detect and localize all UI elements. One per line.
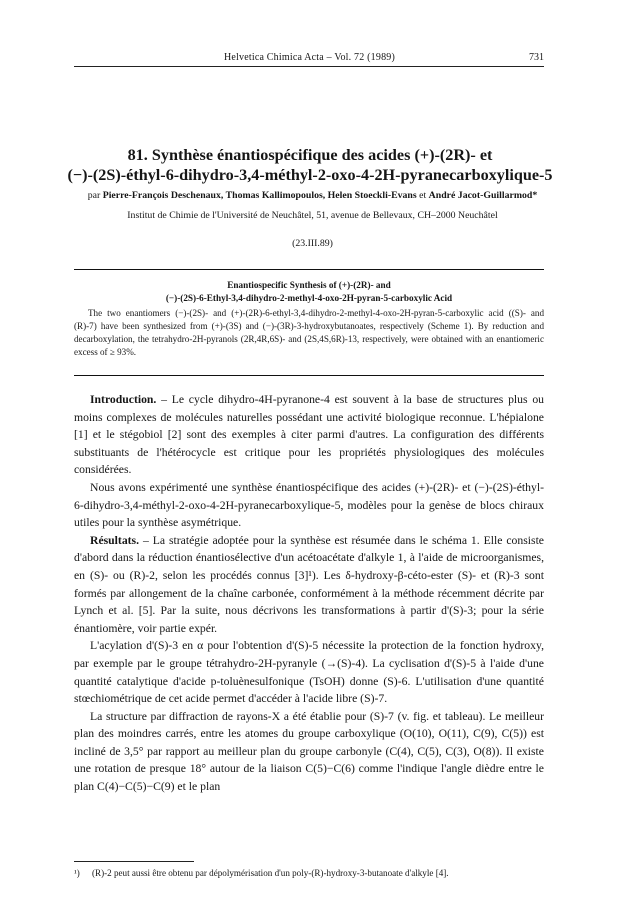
abstract-text: The two enantiomers (−)-(2S)- and (+)-(2R)-6-ethyl-3,4-dihydro-2-methyl-4-oxo-2H-pyran-5-carboxylic acid ((S)- and (R)-7) have been synthesized from (+)-(3S) and (−)-(3R)-3-hydroxybutanoates, respectively (Scheme 1). By reduction and decarboxylation, the tetrahydro-2H-pyranols (2R,4R,6S)- and (2S,4S,6R)-13, respectively, were obtained with an enantiomeric excess of ≥ 93%. (74, 308, 544, 357)
abstract-title-line-2: (−)-(2S)-6-Ethyl-3,4-dihydro-2-methyl-4-oxo-2H-pyran-5-carboxylic Acid (165, 293, 453, 303)
results-heading: Résultats. (90, 533, 140, 547)
authors-names: Pierre-François Deschenaux, Thomas Kallimopoulos, Helen Stoeckli-Evans (102, 190, 417, 201)
journal-name: Helvetica Chimica Acta – Vol. 72 (1989) (224, 52, 396, 63)
footnote-text: (R)-2 peut aussi être obtenu par dépolymérisation d'un poly-(R)-hydroxy-3-butanoate d'alkyle [4]. (92, 868, 449, 878)
abstract-rule-top (74, 269, 544, 270)
author-list (40, 190, 585, 201)
footnote-mark: ¹) (74, 868, 80, 878)
title-line-1: 81. Synthèse énantiospécifique des acides (+)-(2R)- et (127, 146, 493, 164)
article-body (74, 391, 544, 796)
abstract-title (74, 279, 544, 305)
intro-paragraph-1 (74, 391, 544, 479)
intro-text-1: – Le cycle dihydro-4H-pyranone-4 est souvent à la base de structures plus ou moins complexes de molécules naturelles possédant une activité biologique reconnue. L'hépialone [1] et le stégobiol [2] sont des exemples à citer parmi d'autres. La configuration des différents substituants de l'hétérocycle est critique pour les propriétés physiologiques des molécules considérées. (74, 393, 545, 477)
results-paragraph-1 (74, 532, 544, 638)
abstract-title-line-1: Enantiospecific Synthesis of (+)-(2R)- and (227, 280, 391, 290)
authors-conjunction: et (419, 190, 427, 201)
abstract-rule-bottom (74, 375, 544, 376)
title-line-2: (−)-(2S)-éthyl-6-dihydro-3,4-méthyl-2-oxo-4-2H-pyranecarboxylique-5 (67, 166, 553, 184)
page-number: 731 (529, 52, 544, 63)
intro-paragraph-2: Nous avons expérimenté une synthèse énantiospécifique des acides (+)-(2R)- et (−)-(2S)-éthyl-6-dihydro-3,4-méthyl-2-oxo-4-2H-pyranecarboxylique-5, modèles pour la genèse de blocs chiraux utiles pour la synthèse asymétrique. (74, 480, 544, 530)
footnote (74, 867, 544, 879)
results-paragraph-3: La structure par diffraction de rayons-X a été établie pour (S)-7 (v. fig. et tableau). Le meilleur plan des moindres carrés, entre les atomes du groupe carboxylique (O(10), O(11), C(9), C(5)) est incliné de 3,5° par rapport au meilleur plan du groupe carbonyle (C(4), C(5), C(3), O(8)). Il existe une rotation de presque 18° autour de la liaison C(5)−C(6) comme l'indique l'angle dièdre entre le plan C(4)−C(5)−C(9) et le plan (74, 709, 544, 794)
abstract-body (74, 307, 544, 359)
footnote-rule (74, 861, 194, 862)
results-paragraph-2: L'acylation d'(S)-3 en α pour l'obtention d'(S)-5 nécessite la protection de la fonction hydroxy, par exemple par le groupe tétrahydro-2H-pyranyle (→(S)-4). La cyclisation d'(S)-5 à l'aide d'une quantité catalytique d'acide p-toluènesulfonique (TsOH) donne (S)-6. L'utilisation d'une quantité stœchiométrique de cet acide permet d'accéder à l'acide libre (S)-7. (74, 639, 544, 706)
authors-prefix: par (87, 190, 101, 201)
results-text-1: – La stratégie adoptée pour la synthèse est résumée dans le schéma 1. Elle consiste d'abord dans la réduction énantiosélective d'un acétoacétate d'alkyle 1, à l'aide de microorganismes, en (S)- ou (R)-2, selon les procédés connus [3]¹). Les δ-hydroxy-β-céto-ester (S)- et (R)-3 sont formés par allongement de la chaîne carbonée, conformément à la méthode récemment décrite par Lynch et al. [5]. Par la suite, nous décrivons les transformations à partir d'(S)-3; pour la série énantiomère, voir partie expér. (74, 533, 544, 635)
authors-last: André Jacot-Guillarmod* (428, 190, 538, 201)
received-date: (23.III.89) (292, 238, 333, 249)
institution: Institut de Chimie de l'Université de Neuchâtel, 51, avenue de Bellevaux, CH–2000 Neuchâtel (127, 210, 498, 221)
article-title (60, 145, 560, 185)
header-rule (74, 66, 544, 67)
intro-heading: Introduction. (90, 393, 157, 406)
